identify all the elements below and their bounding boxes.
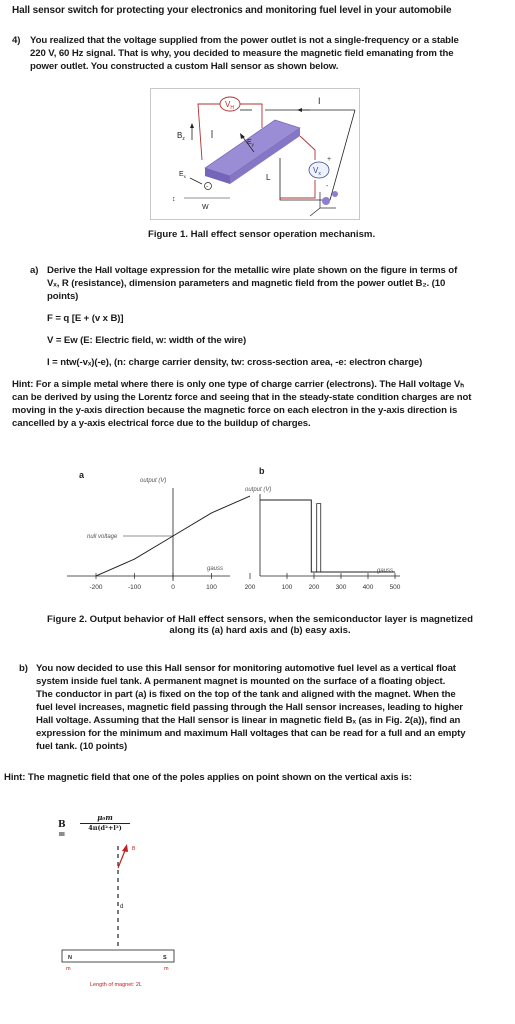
part-a-label: a) xyxy=(30,265,39,276)
north-pole-strength: m xyxy=(66,966,71,972)
hint-1-line: Hint: For a simple metal where there is only one type of charge carrier (electrons). The Hall voltage Vₕ xyxy=(12,379,464,390)
part-b-line: system inside fuel tank. A permanent magnet is mounted on the surface of a floating object. xyxy=(36,676,446,687)
hall-output-figure xyxy=(55,436,455,611)
svg-text:↕: ↕ xyxy=(172,196,176,203)
question-4-line: 220 V, 60 Hz signal. That is why, you decided to measure the magnetic field emanating from the xyxy=(30,48,454,59)
part-a-line: Vₓ, R (resistance), dimension parameters and magnetic field from the power outlet B₂. (10 xyxy=(47,278,446,289)
page-title: Hall sensor switch for protecting your electronics and monitoring fuel level in your automobile xyxy=(12,5,452,16)
width-label: W xyxy=(202,204,209,211)
panel-b-tick-label: 400 xyxy=(362,584,374,591)
svg-text:VH: $V_H$ xyxy=(225,100,234,111)
panel-a-x-label: gauss xyxy=(207,566,224,572)
figure-2-caption-line: along its (a) hard axis and (b) easy axis. xyxy=(169,625,351,636)
magnet-length-label: Length of magnet: 2L xyxy=(90,982,142,988)
panel-a-y-label: output (V) xyxy=(140,478,167,484)
panel-b-letter: b xyxy=(259,466,265,476)
hint-2: Hint: The magnetic field that one of the poles applies on point shown on the vertical axis is: xyxy=(4,772,412,783)
part-b-line: fuel level increases, magnetic field passing through the Hall sensor increases, leading to higher xyxy=(36,702,463,713)
north-pole-label: N xyxy=(68,955,72,961)
part-b-line: expression for the minimum and maximum Hall voltages that can be read for a full and an empty xyxy=(36,728,466,739)
length-label: L xyxy=(266,173,271,182)
question-4-text xyxy=(30,34,492,73)
part-b-line: fuel tank. (10 points) xyxy=(36,741,128,752)
hint-1-line: moving in the y-axis direction because the magnetic force on each electron in the y-axis direction is xyxy=(12,405,458,416)
south-pole-label: S xyxy=(163,955,167,961)
panel-b-tick-label: 200 xyxy=(308,584,320,591)
field-label: B xyxy=(132,846,136,852)
panel-b-tick-label: 300 xyxy=(335,584,347,591)
equation-current: I = ntw(-vₓ)(-e), (n: charge carrier density, tw: cross-section area, -e: electron charge) xyxy=(47,357,423,368)
svg-text:-: - xyxy=(206,184,208,190)
svg-text:Ey: $E_y$ xyxy=(247,139,254,147)
panel-a-tick-label: -200 xyxy=(89,584,103,591)
plus-label: + xyxy=(327,156,332,163)
question-number: 4) xyxy=(12,35,21,46)
formula-denominator: 4π(d²+l²) xyxy=(88,824,122,832)
null-voltage-label: null voltage xyxy=(87,534,118,540)
part-a-line: Derive the Hall voltage expression for the metallic wire plate shown on the figure in terms of xyxy=(47,265,458,276)
hint-1-line: can be derived by using the Lorentz force and seeing that in the steady-state condition charges are not xyxy=(12,392,472,403)
figure-1-caption: Figure 1. Hall effect sensor operation mechanism. xyxy=(148,229,376,240)
figure-2-caption xyxy=(40,614,480,636)
hint-1 xyxy=(12,378,502,430)
magnet-bar xyxy=(62,950,174,962)
question-4-line: power outlet. You constructed a custom Hall sensor as shown below. xyxy=(30,61,339,72)
panel-b-x-label: gauss xyxy=(377,568,394,574)
panel-a-letter: a xyxy=(79,470,85,480)
formula-numerator: μ₀m xyxy=(97,813,113,822)
equation-lorentz: F = q [E + (v x B)] xyxy=(47,313,124,324)
formula-lhs: B = xyxy=(58,820,66,840)
part-b-text xyxy=(36,662,501,753)
panel-b-y-label: output (V) xyxy=(245,487,272,493)
hall-sensor-figure xyxy=(150,88,360,220)
hint-1-line: cancelled by a y-axis electrical force due to the buildup of charges. xyxy=(12,418,311,429)
field-arrow-icon xyxy=(122,844,128,852)
panel-b-curve-inner xyxy=(317,504,321,572)
panel-b-tick-label: 100 xyxy=(281,584,293,591)
magnet-figure xyxy=(58,838,188,998)
svg-text:Bz: $B_z$ xyxy=(177,131,185,142)
part-b-line: Hall voltage. Assuming that the Hall sensor is linear in magnetic field Bₓ (as in Fig. 2(a)), find an xyxy=(36,715,461,726)
question-4-line: You realized that the voltage supplied from the power outlet is not a single-frequency or a stable xyxy=(30,35,459,46)
part-b-line: The conductor in part (a) is fixed on the top of the tank and aligned with the magnet. When the xyxy=(36,689,456,700)
current-label: I xyxy=(318,96,321,106)
svg-text:Vx: $V_x$ xyxy=(313,166,321,177)
part-a-line: points) xyxy=(47,291,79,302)
distance-label: d xyxy=(120,904,124,910)
panel-a-tick-label: 100 xyxy=(206,584,217,591)
minus-label: - xyxy=(326,183,329,190)
panel-a-tick-label: -100 xyxy=(127,584,142,591)
panel-b-ticks xyxy=(282,504,401,591)
part-b-label: b) xyxy=(19,663,28,674)
panel-b-tick-label: 500 xyxy=(389,584,401,591)
equation-voltage: V = Ew (E: Electric field, w: width of the wire) xyxy=(47,335,247,346)
part-b-line: You now decided to use this Hall sensor for monitoring automotive fuel level as a vertical float xyxy=(36,663,456,674)
svg-text:Ex: $E_x$ xyxy=(179,171,186,179)
south-pole-strength: m xyxy=(164,966,169,972)
panel-a-tick-label: 200 xyxy=(244,584,256,591)
figure-2-caption-line: Figure 2. Output behavior of Hall effect sensors, when the semiconductor layer is magnetized xyxy=(47,614,473,625)
panel-a-tick-label: 0 xyxy=(171,584,175,591)
panel-b-curve xyxy=(260,500,395,572)
part-a-text xyxy=(47,264,499,303)
